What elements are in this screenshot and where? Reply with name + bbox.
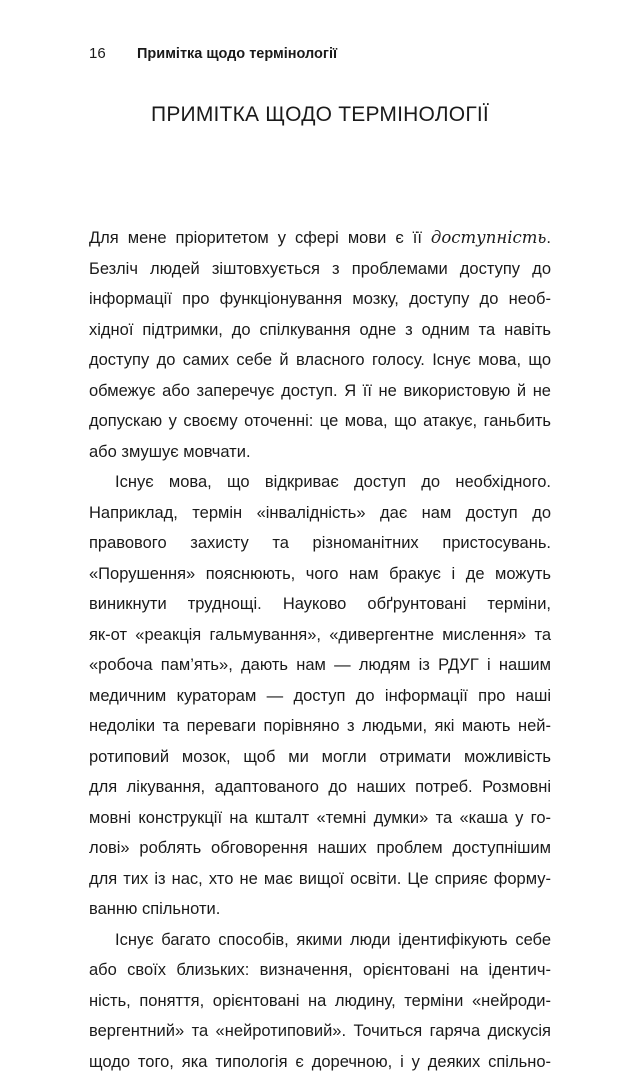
emphasis-text: доступність: [431, 228, 547, 247]
paragraph-line: ність, поняття, орієнтовані на людину, терміни «нейроди-: [89, 986, 551, 1017]
paragraph-2: [89, 467, 551, 925]
line-text: Для мене пріоритетом у сфері мови є її: [89, 229, 431, 247]
paragraph-line: ротиповий мозок, щоб ми могли отримати можливість: [89, 742, 551, 773]
paragraph-line: ванню спільноти.: [89, 894, 551, 925]
paragraph-line: Існує багато способів, якими люди ідентифікують себе: [89, 925, 551, 956]
line-text: .: [546, 229, 551, 247]
paragraph-line: лові» роблять обговорення наших проблем доступнішим: [89, 833, 551, 864]
paragraph-line: або своїх близьких: визначення, орієнтовані на ідентич-: [89, 955, 551, 986]
paragraph-line: обмежує або заперечує доступ. Я її не використовую й не: [89, 376, 551, 407]
paragraph-line: хідної підтримки, до спілкування одне з одним та навіть: [89, 315, 551, 346]
paragraph-1: [89, 223, 551, 467]
paragraph-line: «робоча пам’ять», дають нам — людям із РДУГ і нашим: [89, 650, 551, 681]
paragraph-line: щодо того, яка типологія є доречною, і у деяких спільно-: [89, 1047, 551, 1077]
paragraph-line: медичним кураторам — доступ до інформації про наші: [89, 681, 551, 712]
paragraph-line: недоліки та переваги порівняно з людьми, які мають ней-: [89, 711, 551, 742]
chapter-title: ПРИМІТКА ЩОДО ТЕРМІНОЛОГІЇ: [89, 101, 551, 129]
paragraph-line: правового захисту та різноманітних пристосувань.: [89, 528, 551, 559]
paragraph-line: [89, 223, 551, 254]
running-header: [89, 44, 337, 64]
paragraph-line: допускаю у своєму оточенні: це мова, що атакує, ганьбить: [89, 406, 551, 437]
running-title: Примітка щодо термінології: [137, 46, 337, 62]
paragraph-line: доступу до самих себе й власного голосу. Існує мова, що: [89, 345, 551, 376]
paragraph-line: або змушує мовчати.: [89, 437, 551, 468]
paragraph-line: як-от «реакція гальмування», «дивергентне мислення» та: [89, 620, 551, 651]
page-number: 16: [89, 44, 137, 64]
paragraph-line: виникнути труднощі. Науково обґрунтовані терміни,: [89, 589, 551, 620]
paragraph-line: «Порушення» пояснюють, чого нам бракує і де можуть: [89, 559, 551, 590]
paragraph-line: Існує мова, що відкриває доступ до необхідного.: [89, 467, 551, 498]
paragraph-line: інформації про функціонування мозку, доступу до необ-: [89, 284, 551, 315]
paragraph-line: мовні конструкції на кшталт «темні думки» та «каша у го-: [89, 803, 551, 834]
paragraph-line: для лікування, адаптованого до наших потреб. Розмовні: [89, 772, 551, 803]
paragraph-line: для тих із нас, хто не має вищої освіти. Це сприяє форму-: [89, 864, 551, 895]
paragraph-line: Наприклад, термін «інвалідність» дає нам доступ до: [89, 498, 551, 529]
paragraph-3: [89, 925, 551, 1077]
body-text: [89, 223, 551, 1077]
paragraph-line: Безліч людей зіштовхується з проблемами доступу до: [89, 254, 551, 285]
paragraph-line: вергентний» та «нейротиповий». Точиться гаряча дискусія: [89, 1016, 551, 1047]
